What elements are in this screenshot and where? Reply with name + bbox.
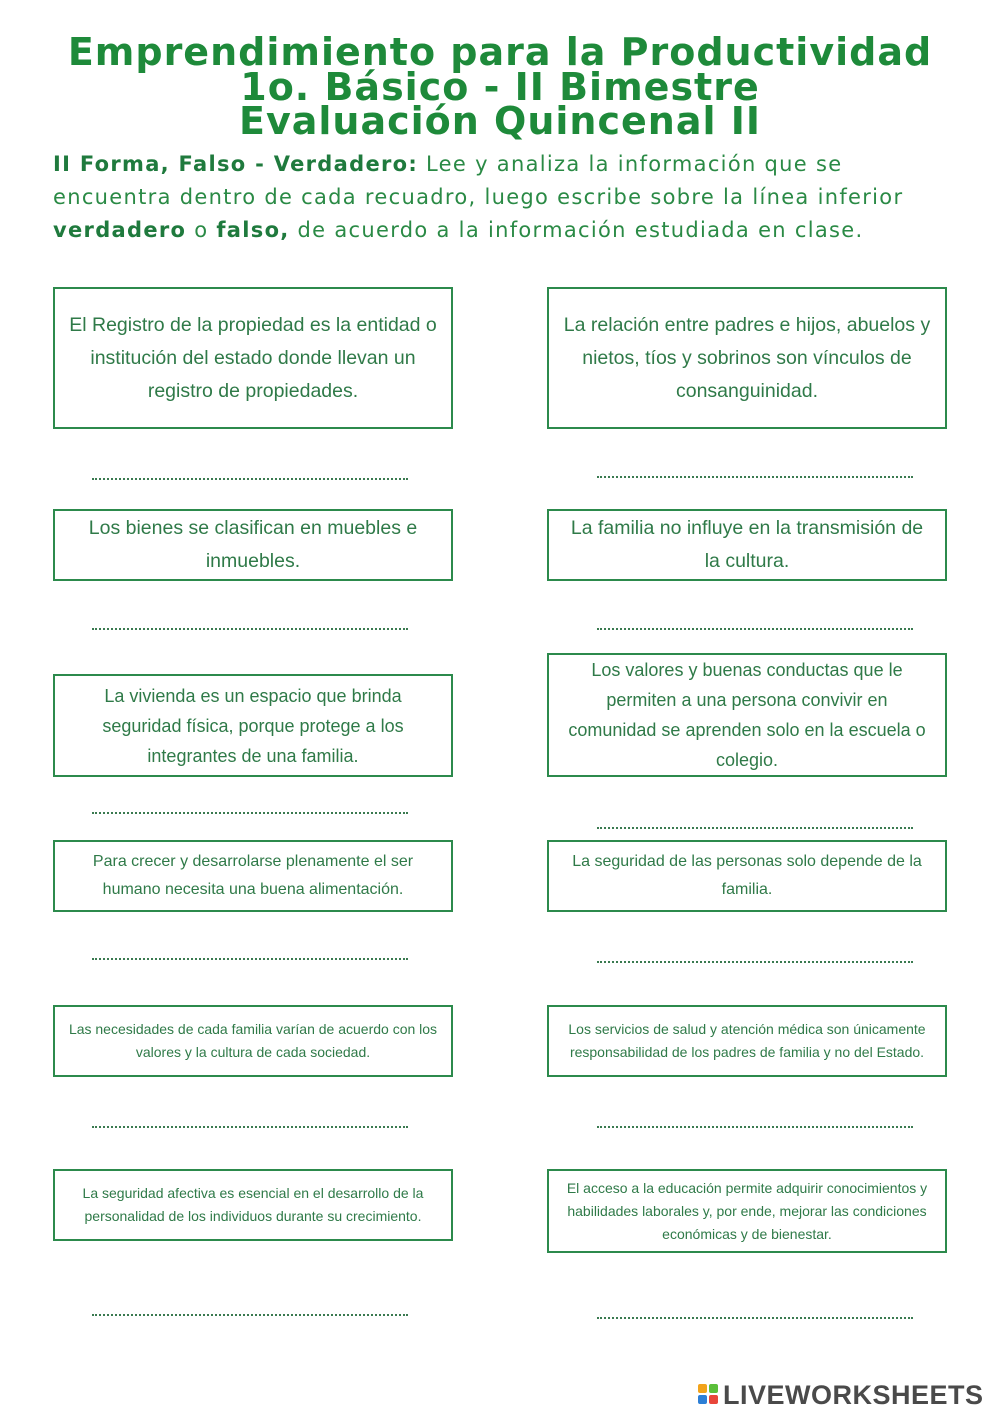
statement-box-6 — [547, 653, 947, 777]
instructions-text-1: Lee y analiza la información que se encuentra dentro de cada recuadro, luego escribe sobre la línea inferior — [53, 152, 904, 209]
answer-input-8[interactable] — [597, 947, 913, 963]
answer-input-9[interactable] — [92, 1112, 408, 1128]
statement-text: El acceso a la educación permite adquirir conocimientos y habilidades laborales y, por ende, mejorar las condiciones económicas y de bienestar. — [566, 1179, 928, 1242]
statement-box-10 — [547, 1005, 947, 1077]
answer-input-7[interactable] — [92, 944, 408, 960]
liveworksheets-logo-text: LIVEWORKSHEETS — [723, 1379, 984, 1410]
statement-box-11 — [53, 1169, 453, 1241]
statement-text: Los valores y buenas conductas que le permiten a una persona convivir en comunidad se aprenden solo en la escuela o colegio. — [568, 660, 926, 770]
answer-input-10[interactable] — [597, 1112, 913, 1128]
answer-input-5[interactable] — [92, 798, 408, 814]
statement-box-5 — [53, 674, 453, 777]
statement-box-8 — [547, 840, 947, 912]
liveworksheets-logo-icon — [698, 1384, 720, 1406]
instructions-lead: II Forma, Falso - Verdadero: — [53, 152, 419, 176]
answer-input-2[interactable] — [597, 462, 913, 478]
title-line-2: 1o. Básico - II Bimestre — [240, 65, 760, 109]
statement-box-12 — [547, 1169, 947, 1253]
statement-text: Para crecer y desarrolarse plenamente el ser humano necesita una buena alimentación. — [92, 853, 414, 898]
statement-box-7 — [53, 840, 453, 912]
instructions — [53, 148, 933, 247]
statement-box-2 — [547, 287, 947, 429]
statement-text: La relación entre padres e hijos, abuelos y nietos, tíos y sobrinos son vínculos de consanguinidad. — [563, 313, 931, 402]
instructions-text-3: de acuerdo a la información estudiada en clase. — [289, 218, 864, 242]
statement-box-3 — [53, 509, 453, 581]
statement-text: La seguridad de las personas solo depende de la familia. — [572, 853, 922, 898]
statement-text: Las necesidades de cada familia varían de acuerdo con los valores y la cultura de cada sociedad. — [68, 1021, 438, 1060]
answer-input-1[interactable] — [92, 464, 408, 480]
statement-text: Los bienes se clasifican en muebles e inmuebles. — [88, 517, 418, 572]
statement-box-4 — [547, 509, 947, 581]
liveworksheets-logo — [698, 1380, 984, 1410]
answer-input-6[interactable] — [597, 813, 913, 829]
statement-text: La familia no influye en la transmisión de la cultura. — [570, 517, 924, 572]
statement-text: El Registro de la propiedad es la entidad o institución del estado donde llevan un registro de propiedades. — [69, 313, 437, 402]
instructions-bold-true: verdadero — [53, 218, 187, 242]
title-line-3: Evaluación Quincenal II — [239, 99, 761, 143]
statement-text: La seguridad afectiva es esencial en el desarrollo de la personalidad de los individuos durante su crecimiento. — [82, 1185, 424, 1224]
answer-input-11[interactable] — [92, 1300, 408, 1316]
statement-text: Los servicios de salud y atención médica son únicamente responsabilidad de los padres de familia y no del Estado. — [568, 1021, 926, 1060]
statement-text: La vivienda es un espacio que brinda seguridad física, porque protege a los integrantes de una familia. — [102, 685, 404, 766]
statement-box-9 — [53, 1005, 453, 1077]
answer-input-12[interactable] — [597, 1303, 913, 1319]
title-line-1: Emprendimiento para la Productividad — [67, 30, 933, 74]
answer-input-4[interactable] — [597, 614, 913, 630]
answer-input-3[interactable] — [92, 614, 408, 630]
instructions-bold-false: falso, — [216, 218, 290, 242]
statement-box-1 — [53, 287, 453, 429]
instructions-text-2: o — [186, 218, 217, 242]
